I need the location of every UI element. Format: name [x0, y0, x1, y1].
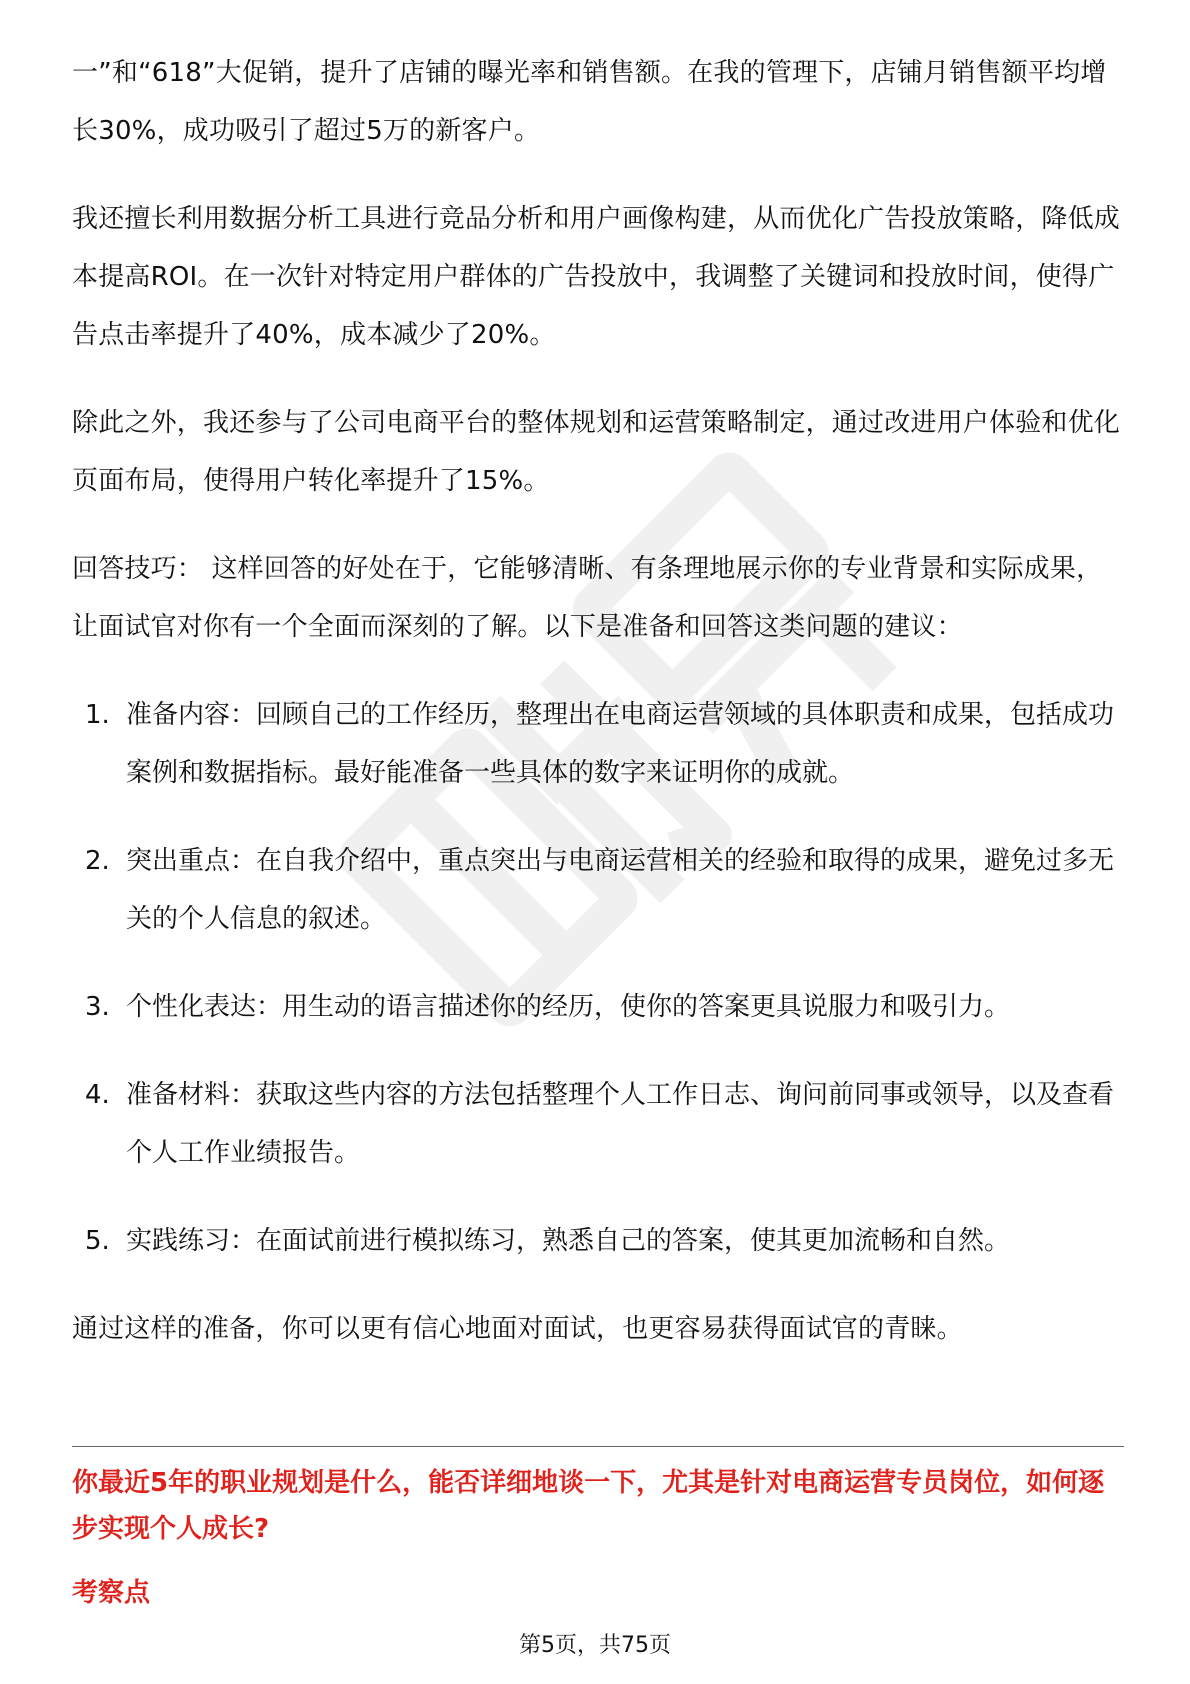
list-item-number: 4. — [85, 1080, 110, 1110]
list-item-number: 1. — [85, 700, 110, 730]
list-item-text: 实践练习：在面试前进行模拟练习，熟悉自己的答案，使其更加流畅和自然。 — [126, 1226, 1011, 1256]
main-content — [72, 44, 1122, 1388]
list-item — [72, 686, 1122, 802]
list-item-text: 准备内容：回顾自己的工作经历，整理出在电商运营领域的具体职责和成果，包括成功案例和数据指标。最好能准备一些具体的数字来证明你的成就。 — [126, 700, 1115, 788]
list-item-text: 个性化表达：用生动的语言描述你的经历，使你的答案更具说服力和吸引力。 — [126, 992, 1011, 1022]
paragraph-answer-tips: 回答技巧： 这样回答的好处在于，它能够清晰、有条理地展示你的专业背景和实际成果，让面试官对你有一个全面而深刻的了解。以下是准备和回答这类问题的建议： — [72, 554, 1103, 642]
page-number-footer: 第5页，共75页 — [519, 1633, 671, 1658]
list-item — [72, 978, 1122, 1036]
tips-list — [72, 686, 1122, 1270]
section-divider — [72, 1446, 1124, 1447]
list-item-text: 突出重点：在自我介绍中，重点突出与电商运营相关的经验和取得的成果，避免过多无关的个人信息的叙述。 — [126, 846, 1115, 934]
list-item-number: 5. — [85, 1226, 110, 1256]
paragraph-data-analysis: 我还擅长利用数据分析工具进行竞品分析和用户画像构建，从而优化广告投放策略，降低成本提高ROI。在一次针对特定用户群体的广告投放中，我调整了关键词和投放时间，使得广告点击率提升了40%，成本减少了20%。 — [72, 204, 1121, 350]
list-item-number: 2. — [85, 846, 110, 876]
closing-paragraph: 通过这样的准备，你可以更有信心地面对面试，也更容易获得面试官的青睐。 — [72, 1314, 963, 1344]
list-item-text: 准备材料：获取这些内容的方法包括整理个人工作日志、询问前同事或领导，以及查看个人工作业绩报告。 — [126, 1080, 1115, 1168]
list-item-number: 3. — [85, 992, 110, 1022]
list-item — [72, 832, 1122, 948]
paragraph-achievements: 一”和“618”大促销，提升了店铺的曝光率和销售额。在我的管理下，店铺月销售额平均增长30%，成功吸引了超过5万的新客户。 — [72, 58, 1107, 146]
list-item — [72, 1066, 1122, 1182]
section-label: 考察点 — [72, 1578, 151, 1608]
paragraph-platform-planning: 除此之外，我还参与了公司电商平台的整体规划和运营策略制定，通过改进用户体验和优化页面布局，使得用户转化率提升了15%。 — [72, 408, 1121, 496]
list-item — [72, 1212, 1122, 1270]
interview-question-heading: 你最近5年的职业规划是什么，能否详细地谈一下，尤其是针对电商运营专员岗位，如何逐步实现个人成长? — [72, 1468, 1105, 1544]
